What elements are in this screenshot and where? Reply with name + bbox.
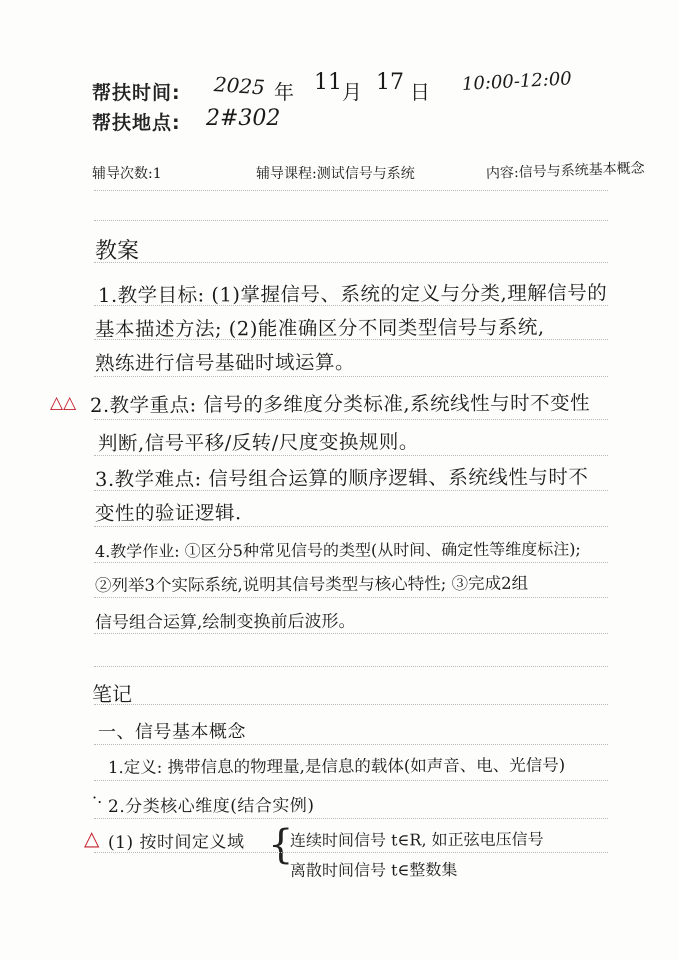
- rule-line: [94, 455, 608, 456]
- notes-line: 2.分类核心维度(结合实例): [107, 795, 315, 817]
- rule-line: [94, 419, 608, 420]
- rule-line: [94, 526, 608, 527]
- notes-line: 一、信号基本概念: [97, 721, 247, 743]
- notes-line: (1) 按时间定义域: [107, 832, 245, 853]
- rule-line: [94, 852, 608, 853]
- rule-line: [94, 262, 608, 263]
- notes-line: 1.定义: 携带信息的物理量,是信息的载体(如声音、电、光信号): [107, 755, 566, 777]
- rule-line: [94, 562, 608, 563]
- red-triangle-mark: △: [84, 826, 100, 850]
- lesson-line: ②列举3个实际系统,说明其信号类型与核心特性; ③完成2组: [94, 573, 529, 595]
- session-count: 辅导次数:1: [92, 166, 162, 182]
- month-unit: 月: [342, 80, 362, 104]
- time-range: 10:00-12:00: [461, 68, 573, 95]
- day-unit: 日: [410, 80, 430, 104]
- lesson-line: 1.教学目标: (1)掌握信号、系统的定义与分类,理解信号的: [97, 281, 608, 307]
- lesson-line: 熟练进行信号基础时域运算。: [94, 350, 356, 375]
- rule-line: [94, 744, 608, 745]
- content-topic: 内容:信号与系统基本概念: [485, 160, 645, 182]
- time-label: 帮扶时间:: [92, 82, 181, 104]
- lesson-line: 基本描述方法; (2)能准确区分不同类型信号与系统,: [94, 315, 545, 341]
- month-value: 11: [314, 70, 342, 95]
- red-triangle-marks: △△: [50, 393, 77, 413]
- rule-line: [94, 633, 608, 634]
- lesson-line: 3.教学难点: 信号组合运算的顺序逻辑、系统线性与时不: [94, 465, 589, 491]
- rule-line: [94, 666, 608, 667]
- rule-line: [94, 597, 608, 598]
- notes-heading: 笔记: [92, 682, 132, 706]
- rule-line: [94, 818, 608, 819]
- location-label: 帮扶地点:: [92, 112, 181, 134]
- rule-line: [94, 339, 608, 340]
- rule-line: [94, 220, 608, 221]
- rule-line: [94, 190, 608, 191]
- lesson-line: 变性的验证逻辑.: [94, 501, 242, 525]
- brace-symbol: {: [268, 822, 294, 868]
- rule-line: [94, 490, 608, 491]
- notes-line: 连续时间信号 t∈R, 如正弦电压信号: [289, 829, 544, 850]
- lesson-line: 判断,信号平移/反转/尺度变换规则。: [97, 430, 419, 455]
- location-value: 2#302: [206, 106, 281, 131]
- course-name: 辅导课程:测试信号与系统: [256, 166, 415, 182]
- year-value: 2025: [213, 72, 266, 100]
- rule-line: [94, 305, 608, 306]
- lesson-line: 4.教学作业: ①区分5种常见信号的类型(从时间、确定性等维度标注);: [94, 539, 581, 561]
- year-unit: 年: [274, 80, 294, 104]
- lesson-plan-heading: 教案: [95, 239, 140, 264]
- rule-line: [94, 780, 608, 781]
- dot-mark: ·.: [92, 788, 103, 807]
- lesson-line: 信号组合运算,绘制变换前后波形。: [94, 611, 356, 633]
- notes-line: 离散时间信号 t∈整数集: [289, 860, 458, 880]
- rule-line: [94, 376, 608, 377]
- lesson-line: 2.教学重点: 信号的多维度分类标准,系统线性与时不变性: [89, 391, 591, 417]
- rule-line: [94, 704, 608, 705]
- day-value: 17: [376, 70, 404, 95]
